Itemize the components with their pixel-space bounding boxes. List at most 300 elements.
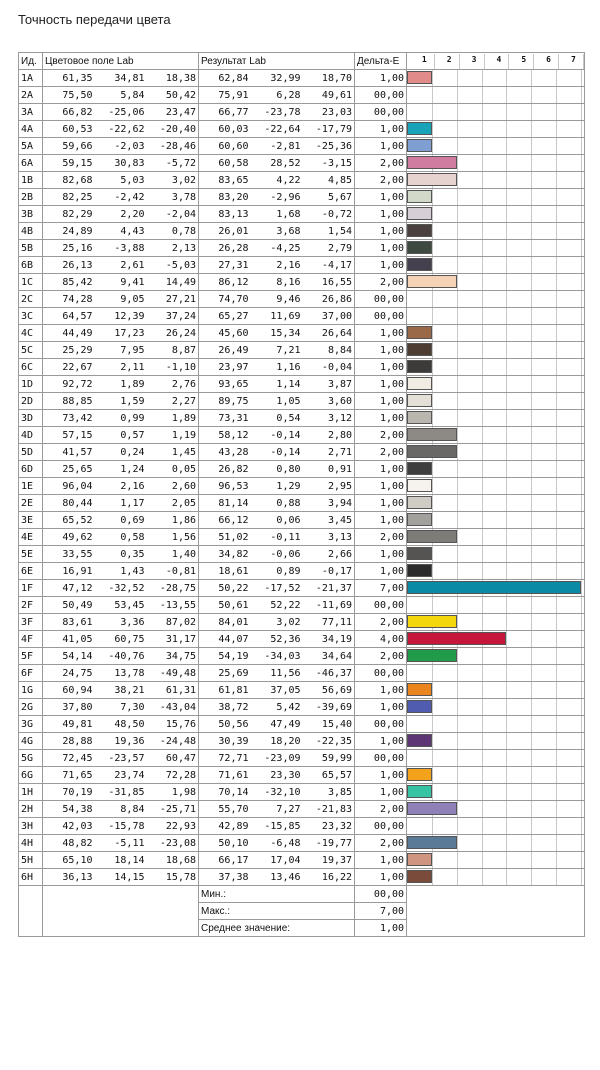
table-row (19, 835, 585, 852)
delta-e-bar-cell (407, 257, 585, 274)
target-lab-b: 18,38 (147, 70, 199, 87)
header-target-lab: Цветовое поле Lab (43, 53, 199, 70)
gridline (482, 546, 483, 562)
target-lab-a: 0,35 (95, 546, 147, 563)
delta-e-value: 1,00 (355, 478, 407, 495)
patch-id: 2F (19, 597, 43, 614)
result-lab-l: 86,12 (199, 274, 251, 291)
result-lab-a: -0,14 (251, 427, 303, 444)
gridline (508, 54, 509, 69)
gridline (457, 818, 458, 834)
gridline (482, 563, 483, 579)
gridline (482, 614, 483, 630)
result-lab-a: 11,56 (251, 665, 303, 682)
gridline (506, 427, 507, 443)
gridline (457, 716, 458, 732)
target-lab-b: -28,75 (147, 580, 199, 597)
target-lab-b: 0,05 (147, 461, 199, 478)
delta-e-value: 4,00 (355, 631, 407, 648)
result-lab-a: 3,68 (251, 223, 303, 240)
delta-e-bar (407, 462, 432, 475)
delta-e-bar-cell (407, 529, 585, 546)
gridline (581, 359, 582, 375)
result-lab-a: 32,99 (251, 70, 303, 87)
delta-e-value: 2,00 (355, 529, 407, 546)
gridline (531, 155, 532, 171)
result-lab-b: 2,71 (303, 444, 355, 461)
gridline (432, 223, 433, 239)
patch-id: 4D (19, 427, 43, 444)
target-lab-a: 5,03 (95, 172, 147, 189)
gridline (432, 563, 433, 579)
gridline (581, 716, 582, 732)
delta-e-value: 00,00 (355, 104, 407, 121)
gridline (506, 70, 507, 86)
target-lab-l: 85,42 (43, 274, 95, 291)
delta-e-bar-cell (407, 495, 585, 512)
gridline (457, 699, 458, 715)
table-row (19, 801, 585, 818)
target-lab-l: 16,91 (43, 563, 95, 580)
gridline (457, 138, 458, 154)
target-lab-a: 1,89 (95, 376, 147, 393)
summary-max-value: 7,00 (355, 903, 407, 920)
table-row (19, 563, 585, 580)
gridline (581, 495, 582, 511)
delta-e-bar-cell (407, 648, 585, 665)
delta-e-value: 2,00 (355, 274, 407, 291)
gridline (556, 546, 557, 562)
gridline (482, 359, 483, 375)
gridline (457, 512, 458, 528)
target-lab-a: -15,78 (95, 818, 147, 835)
delta-e-bar (407, 190, 432, 203)
gridline (482, 274, 483, 290)
delta-e-bar-cell (407, 240, 585, 257)
gridline (482, 716, 483, 732)
target-lab-l: 54,38 (43, 801, 95, 818)
delta-e-bar-cell (407, 699, 585, 716)
gridline (531, 835, 532, 851)
delta-e-value: 1,00 (355, 70, 407, 87)
table-row (19, 308, 585, 325)
target-lab-b: 61,31 (147, 682, 199, 699)
gridline (457, 87, 458, 103)
result-lab-l: 66,77 (199, 104, 251, 121)
delta-e-value: 1,00 (355, 257, 407, 274)
gridline (434, 54, 435, 69)
delta-e-bar-cell (407, 665, 585, 682)
patch-id: 1E (19, 478, 43, 495)
gridline (432, 87, 433, 103)
target-lab-a: 2,61 (95, 257, 147, 274)
result-lab-a: 1,05 (251, 393, 303, 410)
delta-e-value: 1,00 (355, 342, 407, 359)
patch-id: 4B (19, 223, 43, 240)
gridline (531, 716, 532, 732)
gridline (581, 852, 582, 868)
patch-id: 1F (19, 580, 43, 597)
gridline (482, 529, 483, 545)
target-lab-b: 27,21 (147, 291, 199, 308)
result-lab-b: 23,32 (303, 818, 355, 835)
gridline (506, 189, 507, 205)
result-lab-a: -4,25 (251, 240, 303, 257)
gridline (556, 682, 557, 698)
result-lab-a: 13,46 (251, 869, 303, 886)
delta-e-value: 2,00 (355, 801, 407, 818)
delta-e-bar-cell (407, 461, 585, 478)
target-lab-b: 15,76 (147, 716, 199, 733)
patch-id: 3D (19, 410, 43, 427)
result-lab-b: 19,37 (303, 852, 355, 869)
patch-id: 6A (19, 155, 43, 172)
gridline (482, 801, 483, 817)
result-lab-b: 4,85 (303, 172, 355, 189)
delta-e-bar (407, 564, 432, 577)
target-lab-a: 38,21 (95, 682, 147, 699)
delta-e-bar-cell (407, 308, 585, 325)
target-lab-a: 18,14 (95, 852, 147, 869)
target-lab-l: 72,45 (43, 750, 95, 767)
delta-e-bar-cell (407, 206, 585, 223)
delta-e-value: 00,00 (355, 818, 407, 835)
target-lab-a: 1,59 (95, 393, 147, 410)
table-row (19, 648, 585, 665)
target-lab-l: 44,49 (43, 325, 95, 342)
gridline (432, 699, 433, 715)
delta-e-value: 00,00 (355, 665, 407, 682)
result-lab-a: 17,04 (251, 852, 303, 869)
gridline (556, 563, 557, 579)
delta-e-value: 1,00 (355, 189, 407, 206)
delta-e-bar-cell (407, 852, 585, 869)
gridline (432, 665, 433, 681)
target-lab-a: 48,50 (95, 716, 147, 733)
delta-e-bar (407, 445, 457, 458)
result-lab-b: 49,61 (303, 87, 355, 104)
target-lab-l: 61,35 (43, 70, 95, 87)
gridline (556, 104, 557, 120)
target-lab-a: 1,17 (95, 495, 147, 512)
result-lab-l: 89,75 (199, 393, 251, 410)
delta-e-value: 2,00 (355, 444, 407, 461)
target-lab-a: 14,15 (95, 869, 147, 886)
patch-id: 4F (19, 631, 43, 648)
gridline (531, 733, 532, 749)
delta-e-bar (407, 394, 432, 407)
gridline (556, 631, 557, 647)
gridline (506, 444, 507, 460)
gridline (506, 529, 507, 545)
gridline (533, 54, 534, 69)
delta-e-bar (407, 530, 457, 543)
gridline (457, 665, 458, 681)
target-lab-l: 25,16 (43, 240, 95, 257)
result-lab-a: 23,30 (251, 767, 303, 784)
gridline (457, 784, 458, 800)
gridline (531, 138, 532, 154)
gridline (556, 529, 557, 545)
gridline (506, 87, 507, 103)
gridline (556, 376, 557, 392)
gridline (556, 410, 557, 426)
table-row (19, 87, 585, 104)
target-lab-a: 0,69 (95, 512, 147, 529)
result-lab-l: 60,03 (199, 121, 251, 138)
target-lab-l: 64,57 (43, 308, 95, 325)
result-lab-b: -0,17 (303, 563, 355, 580)
result-lab-a: 52,22 (251, 597, 303, 614)
delta-e-bar-cell (407, 597, 585, 614)
table-row (19, 750, 585, 767)
delta-e-bar (407, 649, 457, 662)
delta-e-bar-cell (407, 291, 585, 308)
gridline (506, 308, 507, 324)
delta-e-bar-cell (407, 87, 585, 104)
delta-e-bar (407, 802, 457, 815)
patch-id: 1A (19, 70, 43, 87)
target-lab-l: 82,68 (43, 172, 95, 189)
gridline (506, 818, 507, 834)
result-lab-l: 26,28 (199, 240, 251, 257)
gridline (432, 70, 433, 86)
result-lab-a: 11,69 (251, 308, 303, 325)
target-lab-a: -31,85 (95, 784, 147, 801)
result-lab-a: 1,16 (251, 359, 303, 376)
patch-id: 3A (19, 104, 43, 121)
gridline (482, 852, 483, 868)
delta-e-bar (407, 632, 506, 645)
delta-e-value: 1,00 (355, 682, 407, 699)
patch-id: 6E (19, 563, 43, 580)
patch-id: 5H (19, 852, 43, 869)
gridline (506, 376, 507, 392)
target-lab-b: 1,45 (147, 444, 199, 461)
result-lab-l: 27,31 (199, 257, 251, 274)
target-lab-l: 49,62 (43, 529, 95, 546)
delta-e-bar (407, 360, 432, 373)
gridline (482, 818, 483, 834)
delta-scale (407, 53, 585, 70)
table-row (19, 121, 585, 138)
gridline (556, 818, 557, 834)
page-title: Точность передачи цвета (18, 12, 171, 27)
delta-e-value: 1,00 (355, 563, 407, 580)
table-row (19, 716, 585, 733)
gridline (531, 767, 532, 783)
target-lab-b: 8,87 (147, 342, 199, 359)
patch-id: 5G (19, 750, 43, 767)
result-lab-b: 3,85 (303, 784, 355, 801)
delta-e-value: 00,00 (355, 308, 407, 325)
gridline (581, 189, 582, 205)
target-lab-a: 0,99 (95, 410, 147, 427)
patch-id: 1B (19, 172, 43, 189)
result-lab-l: 34,82 (199, 546, 251, 563)
gridline (506, 138, 507, 154)
delta-e-bar-cell (407, 818, 585, 835)
gridline (531, 461, 532, 477)
target-lab-a: 2,11 (95, 359, 147, 376)
delta-e-bar (407, 241, 432, 254)
table-row (19, 104, 585, 121)
result-lab-l: 84,01 (199, 614, 251, 631)
result-lab-l: 26,49 (199, 342, 251, 359)
target-lab-l: 82,29 (43, 206, 95, 223)
gridline (482, 291, 483, 307)
result-lab-a: 7,27 (251, 801, 303, 818)
delta-e-bar-cell (407, 427, 585, 444)
delta-e-bar (407, 139, 432, 152)
scale-tick-label: 7 (571, 54, 576, 64)
result-lab-l: 43,28 (199, 444, 251, 461)
result-lab-l: 25,69 (199, 665, 251, 682)
gridline (581, 699, 582, 715)
gridline (506, 359, 507, 375)
gridline (482, 444, 483, 460)
gridline (432, 121, 433, 137)
gridline (531, 172, 532, 188)
gridline (556, 869, 557, 885)
gridline (531, 665, 532, 681)
color-accuracy-table (18, 52, 585, 937)
gridline (432, 189, 433, 205)
gridline (506, 563, 507, 579)
patch-id: 2H (19, 801, 43, 818)
result-lab-a: -15,85 (251, 818, 303, 835)
target-lab-a: 5,84 (95, 87, 147, 104)
gridline (556, 478, 557, 494)
delta-e-bar-cell (407, 189, 585, 206)
patch-id: 4G (19, 733, 43, 750)
gridline (432, 733, 433, 749)
delta-e-value: 1,00 (355, 240, 407, 257)
gridline (506, 155, 507, 171)
target-lab-b: -25,71 (147, 801, 199, 818)
target-lab-l: 65,10 (43, 852, 95, 869)
gridline (531, 359, 532, 375)
result-lab-b: 26,64 (303, 325, 355, 342)
table-row (19, 665, 585, 682)
gridline (506, 495, 507, 511)
patch-id: 1H (19, 784, 43, 801)
result-lab-a: 5,42 (251, 699, 303, 716)
gridline (556, 274, 557, 290)
table-row (19, 597, 585, 614)
gridline (457, 597, 458, 613)
gridline (482, 665, 483, 681)
gridline (581, 172, 582, 188)
delta-e-bar-cell (407, 359, 585, 376)
delta-e-bar-cell (407, 376, 585, 393)
gridline (482, 733, 483, 749)
delta-e-bar (407, 496, 432, 509)
gridline (556, 444, 557, 460)
delta-e-value: 00,00 (355, 750, 407, 767)
gridline (556, 835, 557, 851)
delta-e-value: 2,00 (355, 835, 407, 852)
table-row (19, 580, 585, 597)
target-lab-b: -49,48 (147, 665, 199, 682)
result-lab-b: 26,86 (303, 291, 355, 308)
gridline (581, 546, 582, 562)
gridline (432, 716, 433, 732)
patch-id: 3H (19, 818, 43, 835)
gridline (482, 376, 483, 392)
gridline (506, 104, 507, 120)
gridline (556, 461, 557, 477)
target-lab-l: 36,13 (43, 869, 95, 886)
gridline (432, 597, 433, 613)
gridline (457, 104, 458, 120)
table-row (19, 393, 585, 410)
result-lab-a: 7,21 (251, 342, 303, 359)
patch-id: 1C (19, 274, 43, 291)
gridline (581, 869, 582, 885)
gridline (556, 427, 557, 443)
patch-id: 5B (19, 240, 43, 257)
delta-e-bar (407, 513, 432, 526)
gridline (482, 410, 483, 426)
result-lab-b: -21,37 (303, 580, 355, 597)
patch-id: 6F (19, 665, 43, 682)
delta-e-value: 1,00 (355, 852, 407, 869)
table-row (19, 631, 585, 648)
delta-e-bar-cell (407, 580, 585, 597)
delta-e-bar (407, 785, 432, 798)
target-lab-b: -23,08 (147, 835, 199, 852)
delta-e-bar (407, 870, 432, 883)
gridline (556, 648, 557, 664)
result-lab-b: 2,95 (303, 478, 355, 495)
result-lab-a: -0,14 (251, 444, 303, 461)
delta-e-value: 00,00 (355, 597, 407, 614)
gridline (506, 716, 507, 732)
patch-id: 2G (19, 699, 43, 716)
delta-e-value: 1,00 (355, 767, 407, 784)
result-lab-l: 50,61 (199, 597, 251, 614)
result-lab-a: 37,05 (251, 682, 303, 699)
delta-e-bar (407, 377, 432, 390)
result-lab-b: 2,80 (303, 427, 355, 444)
gridline (531, 444, 532, 460)
result-lab-b: 3,13 (303, 529, 355, 546)
delta-e-bar (407, 581, 581, 594)
gridline (581, 121, 582, 137)
target-lab-b: 1,86 (147, 512, 199, 529)
target-lab-b: 50,42 (147, 87, 199, 104)
result-lab-a: -0,06 (251, 546, 303, 563)
delta-e-bar-cell (407, 869, 585, 886)
result-lab-l: 30,39 (199, 733, 251, 750)
gridline (482, 240, 483, 256)
summary-max-row (19, 903, 585, 920)
gridline (531, 189, 532, 205)
delta-e-value: 2,00 (355, 172, 407, 189)
table-row (19, 291, 585, 308)
result-lab-l: 71,61 (199, 767, 251, 784)
target-lab-a: -2,42 (95, 189, 147, 206)
result-lab-b: 77,11 (303, 614, 355, 631)
gridline (581, 104, 582, 120)
delta-e-bar-cell (407, 546, 585, 563)
patch-id: 3E (19, 512, 43, 529)
delta-e-bar (407, 207, 432, 220)
patch-id: 1D (19, 376, 43, 393)
gridline (581, 512, 582, 528)
target-lab-a: 34,81 (95, 70, 147, 87)
